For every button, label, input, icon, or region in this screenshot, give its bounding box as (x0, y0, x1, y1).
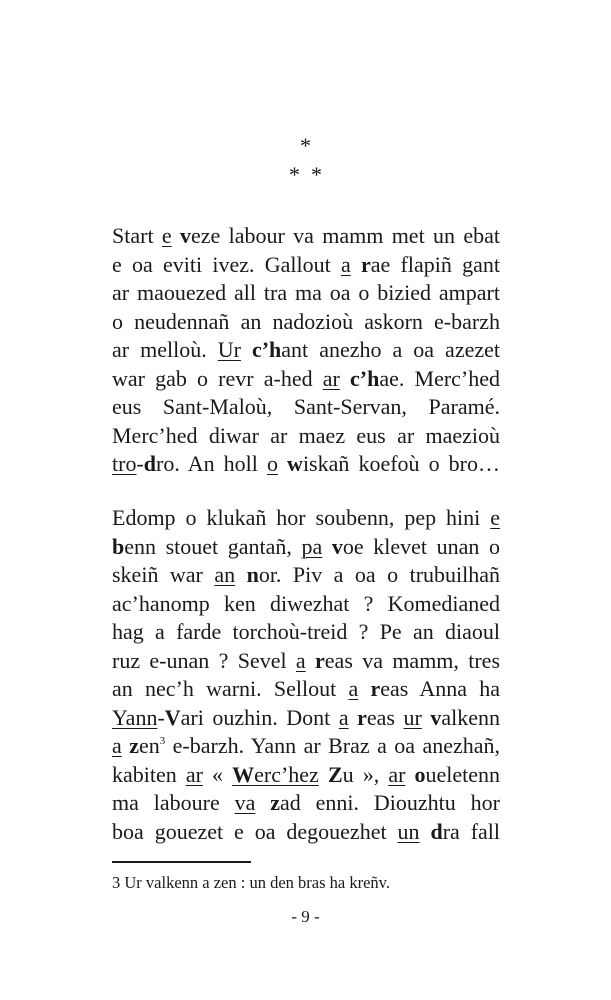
text-segment: pa (301, 533, 323, 559)
footnote-ref: 3 (159, 735, 166, 747)
text-segment: ra fall (442, 818, 501, 844)
text-segment (405, 762, 414, 787)
text-segment: an nec’h warni. Sellout (112, 676, 349, 701)
text-segment: Z (327, 761, 343, 787)
text-segment: - (136, 451, 144, 476)
text-segment (349, 705, 358, 730)
text-line (112, 279, 500, 308)
text-line (112, 675, 500, 704)
text-segment: Ur (217, 337, 241, 362)
text-line (112, 533, 500, 562)
text-segment: z (270, 790, 281, 815)
text-segment (351, 252, 361, 277)
text-segment: ma laboure (112, 790, 235, 815)
text-line (112, 590, 500, 619)
text-line (112, 308, 500, 337)
text-segment (322, 534, 332, 559)
text-segment: ar (388, 761, 406, 787)
text-segment: u », (342, 761, 389, 787)
text-segment: Merc’hed diwar ar maez eus ar maezioù (112, 422, 500, 448)
text-segment: V (164, 704, 181, 730)
text-segment: r (315, 647, 325, 673)
paragraph-1 (112, 222, 500, 479)
text-segment: eas Anna ha (380, 676, 500, 701)
text-segment: W (232, 761, 255, 787)
text-segment: ar (322, 365, 340, 391)
text-segment: war gab o revr a-hed (112, 365, 323, 391)
text-segment: en (138, 733, 160, 758)
text-segment: Yann (112, 704, 158, 730)
text-segment: a (341, 251, 351, 277)
text-segment (319, 762, 328, 787)
text-segment: ar maouezed all tra ma oa o bizied ampart (112, 280, 500, 305)
text-segment: iskañ koefoù o bro… (302, 451, 501, 476)
page-number: - 9 - (291, 907, 320, 926)
text-segment: eas va mamm, tres (324, 647, 501, 673)
text-segment (420, 819, 431, 844)
text-segment: e-barzh. Yann ar Braz a oa anezhañ, (165, 733, 501, 758)
text-segment: ae. Merc’hed (379, 365, 501, 391)
footnote-divider (112, 861, 251, 863)
text-segment: r (370, 676, 381, 701)
text-line (112, 336, 500, 365)
text-segment (255, 790, 270, 815)
text-segment: ac’hanomp ken diwezhat ? Komedianed (112, 590, 500, 616)
text-segment: - (157, 704, 165, 730)
text-segment: w (287, 451, 303, 476)
text-line (112, 561, 500, 590)
text-line (112, 222, 500, 251)
text-line (112, 732, 500, 761)
ornament-star: * (300, 133, 311, 158)
text-segment: z (129, 733, 139, 758)
text-segment: a (112, 733, 122, 758)
text-segment: a (348, 676, 359, 701)
text-segment: ar (185, 761, 203, 787)
text-segment: eus Sant-Maloù, Sant-Servan, Paramé. (112, 394, 500, 419)
text-segment: v (180, 223, 191, 248)
text-segment: boa gouezet e oa degouezhet (112, 818, 398, 844)
text-line (112, 450, 500, 479)
text-line (112, 504, 500, 533)
text-segment: ae flapiñ gant (370, 251, 500, 277)
text-line (112, 761, 500, 790)
ornament-stars: * * (289, 162, 322, 187)
text-segment: v (430, 704, 442, 730)
text-segment: an (214, 562, 236, 587)
text-segment: va (234, 790, 256, 815)
text-segment: a (295, 647, 306, 673)
text-line (112, 789, 500, 818)
text-segment: o neudennañ an nadozioù askorn e-barzh (112, 308, 500, 334)
text-segment: un (397, 818, 420, 844)
text-segment: c’h (251, 337, 282, 362)
text-segment: r (361, 251, 371, 277)
text-segment: ro. An holl (156, 451, 267, 476)
text-segment: ur (403, 704, 422, 730)
text-segment: o (266, 451, 278, 476)
text-line (112, 393, 500, 422)
text-segment: ant anezho a oa azezet (281, 337, 500, 362)
text-segment: v (331, 533, 343, 559)
text-segment (340, 366, 350, 391)
text-line (112, 251, 500, 280)
text-segment: o (414, 761, 426, 787)
text-line (112, 422, 500, 451)
text-segment: erc’hez (254, 761, 319, 787)
text-segment: e (490, 505, 500, 530)
text-segment: ar melloù. (112, 337, 218, 362)
text-segment: or. Piv a oa o trubuilhañ (258, 562, 501, 587)
text-segment: eze labour va mamm met un ebat (191, 223, 500, 248)
text-segment: tro (112, 451, 137, 476)
text-segment: alkenn (441, 704, 501, 730)
text-segment: Edomp o klukañ hor soubenn, pep hini (112, 505, 491, 530)
text-segment: ad enni. Diouzhtu hor (280, 790, 500, 815)
text-segment (172, 223, 180, 248)
text-segment: enn stouet gantañ, (124, 533, 302, 559)
text-line (112, 704, 500, 733)
text-line (112, 647, 500, 676)
text-segment: e oa eviti ivez. Gallout (112, 251, 341, 277)
text-segment: oe klevet unan o (342, 533, 500, 559)
text-line (112, 365, 500, 394)
text-segment: kabiten (112, 761, 186, 787)
text-segment: « (202, 761, 233, 787)
footnote: 3 Ur valkenn a zen : un den bras ha kreñv. (112, 873, 390, 892)
text-segment: r (357, 704, 367, 730)
text-segment: a (338, 704, 349, 730)
text-segment: Start (112, 223, 162, 248)
text-segment: e (161, 223, 172, 248)
paragraph-2 (112, 504, 500, 846)
text-segment: eas (366, 704, 404, 730)
text-segment: ari ouzhin. Dont (180, 704, 339, 730)
text-segment: ruz e-unan ? Sevel (112, 647, 296, 673)
text-segment (278, 451, 287, 476)
text-segment (235, 562, 246, 587)
text-segment: d (143, 451, 157, 476)
text-segment: ueletenn (425, 761, 501, 787)
text-segment (306, 648, 315, 673)
text-segment: d (430, 818, 443, 844)
text-segment: b (112, 533, 125, 559)
text-segment: hag a farde torchoù-treid ? Pe an diaoul (112, 619, 500, 644)
text-segment (358, 676, 370, 701)
text-segment: c’h (350, 365, 380, 391)
text-line (112, 618, 500, 647)
text-segment: skeiñ war (112, 562, 215, 587)
text-segment (241, 337, 252, 362)
text-segment: n (246, 562, 259, 587)
text-line (112, 818, 500, 847)
